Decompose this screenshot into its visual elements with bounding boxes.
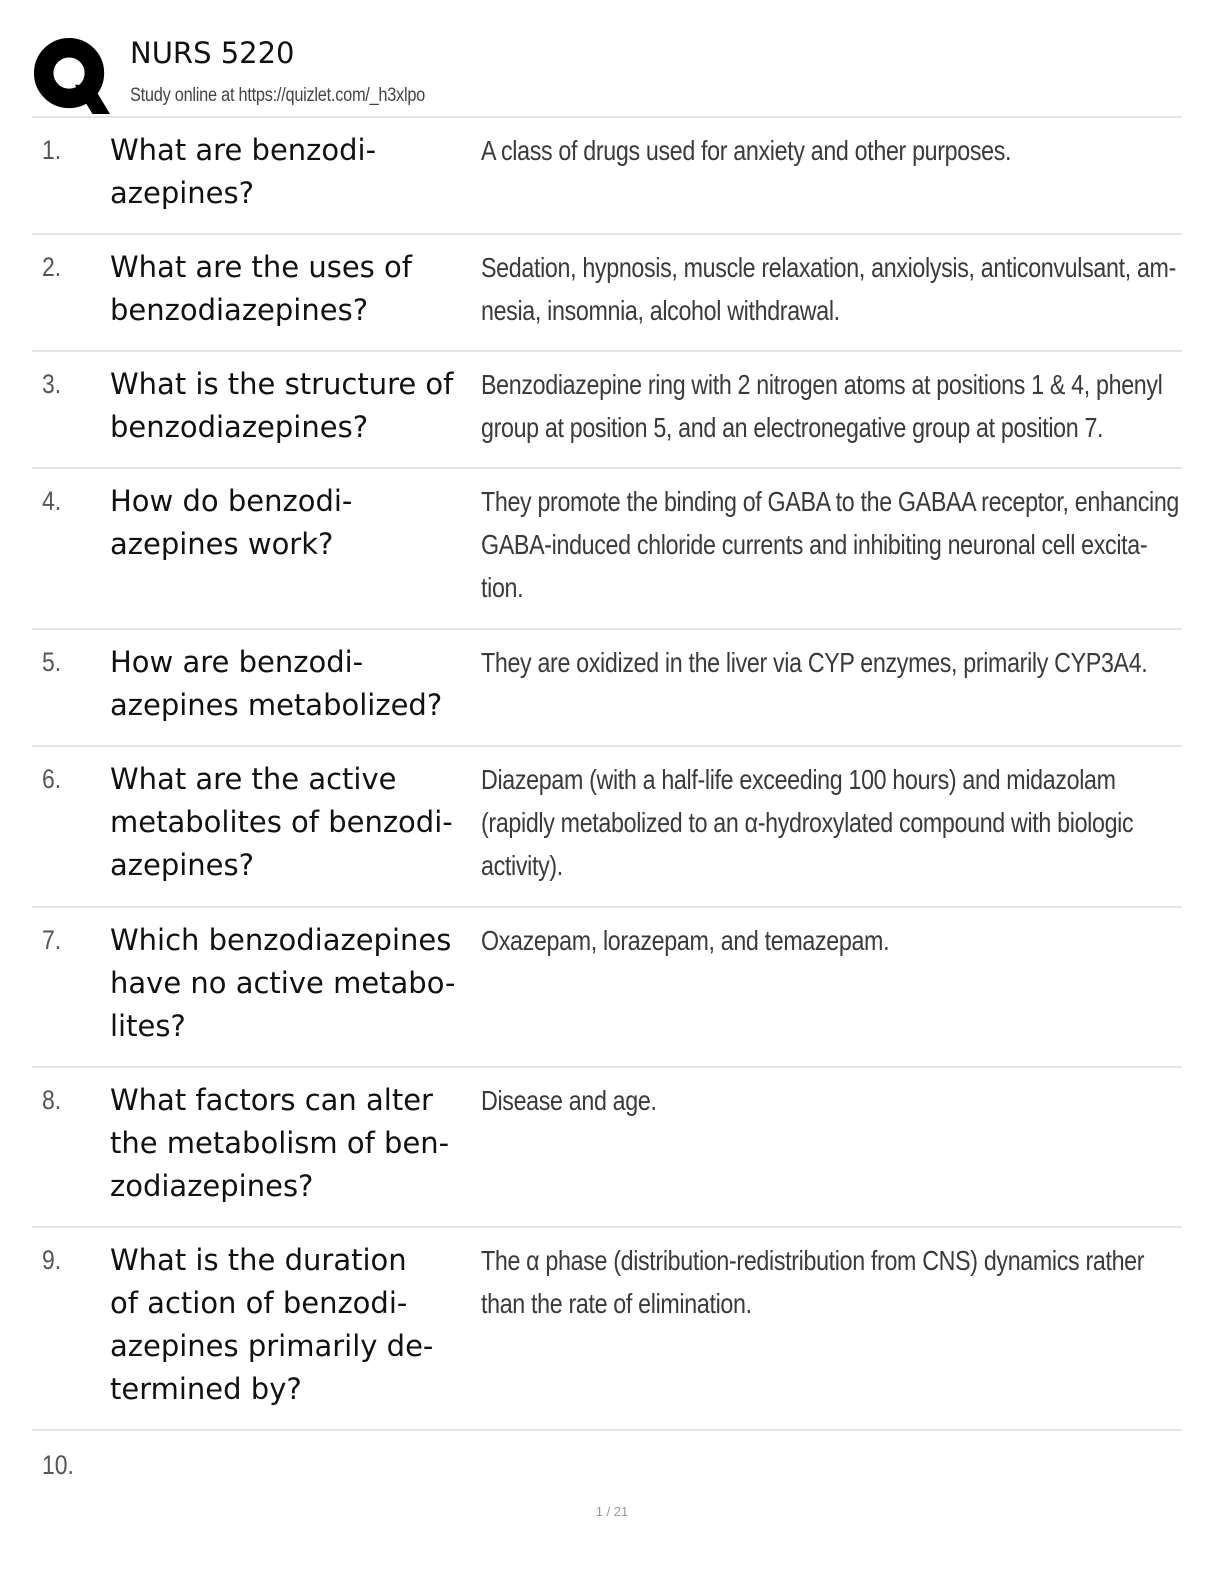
card-definition [481, 919, 1153, 962]
term-line: azepines? [110, 848, 255, 882]
definition-line: tion. [481, 572, 524, 603]
term-line: have no active metabo- [110, 966, 456, 1000]
definition-line: Diazepam (with a half-life exceeding 100 hours) and midazolam [481, 764, 1116, 795]
card-number: 6. [42, 764, 62, 794]
definition-line: GABA-induced chloride currents and inhibiting neuronal cell excita- [481, 529, 1148, 560]
term-line: the metabolism of ben- [110, 1126, 450, 1160]
divider [32, 350, 1182, 352]
card-definition [481, 480, 1180, 609]
term-line: termined by? [110, 1372, 302, 1406]
definition-line: The α phase (distribution-redistribution from CNS) dynamics rather [481, 1245, 1145, 1276]
divider [32, 1066, 1182, 1068]
page-number: 1 / 21 [595, 1504, 629, 1519]
card-definition [481, 129, 1153, 172]
term-line: How are benzodi- [110, 645, 364, 679]
term-line: azepines work? [110, 527, 334, 561]
term-line: What are the active [110, 762, 397, 796]
term-line: How do benzodi- [110, 484, 353, 518]
definition-line: than the rate of elimination. [481, 1288, 752, 1319]
definition-line: Benzodiazepine ring with 2 nitrogen atoms at positions 1 & 4, phenyl [481, 369, 1163, 400]
card-definition [481, 246, 1176, 332]
card-definition [481, 641, 1153, 684]
card-term [110, 1239, 470, 1411]
divider [32, 745, 1182, 747]
term-line: of action of benzodi- [110, 1286, 408, 1320]
definition-line: group at position 5, and an electronegative group at position 7. [481, 412, 1104, 443]
term-line: azepines? [110, 176, 255, 210]
card-definition [481, 1239, 1153, 1325]
card-number: 9. [42, 1245, 62, 1275]
term-line: zodiazepines? [110, 1169, 314, 1203]
term-line: What is the structure of [110, 367, 454, 401]
card-term [110, 363, 470, 449]
card-number: 4. [42, 486, 62, 516]
term-line: What are the uses of [110, 250, 412, 284]
card-term [110, 758, 470, 887]
card-definition [481, 1079, 1153, 1122]
term-line: azepines metabolized? [110, 688, 443, 722]
divider [32, 467, 1182, 469]
term-line: What are benzodi- [110, 133, 377, 167]
term-line: lites? [110, 1009, 186, 1043]
definition-line: activity). [481, 850, 563, 881]
card-term [110, 1079, 470, 1208]
definition-line: A class of drugs used for anxiety and other purposes. [481, 135, 1012, 166]
divider [32, 628, 1182, 630]
definition-line: Oxazepam, lorazepam, and temazepam. [481, 925, 890, 956]
card-number: 2. [42, 252, 62, 282]
term-line: Which benzodiazepines [110, 923, 452, 957]
card-term [110, 480, 470, 566]
card-number: 7. [42, 925, 62, 955]
card-term [110, 641, 470, 727]
definition-line: They promote the binding of GABA to the GABAA receptor, enhancing [481, 486, 1180, 517]
definition-line: They are oxidized in the liver via CYP enzymes, primarily CYP3A4. [481, 647, 1148, 678]
term-line: metabolites of benzodi- [110, 805, 453, 839]
term-line: benzodiazepines? [110, 410, 369, 444]
term-line: What is the duration [110, 1243, 407, 1277]
term-line: What factors can alter [110, 1083, 433, 1117]
divider [32, 1429, 1182, 1431]
divider [32, 906, 1182, 908]
card-number: 5. [42, 647, 62, 677]
definition-line: Disease and age. [481, 1085, 657, 1116]
card-definition [481, 758, 1153, 887]
card-definition [481, 363, 1163, 449]
definition-line: nesia, insomnia, alcohol withdrawal. [481, 295, 840, 326]
term-line: benzodiazepines? [110, 293, 369, 327]
divider [32, 1226, 1182, 1228]
divider [32, 233, 1182, 235]
card-term [110, 246, 470, 332]
course-title: NURS 5220 [130, 36, 295, 70]
quizlet-logo-icon [32, 36, 110, 114]
card-number: 3. [42, 369, 62, 399]
divider [32, 116, 1182, 118]
page-header [32, 28, 1182, 118]
card-term [110, 129, 470, 215]
term-line: azepines primarily de- [110, 1329, 434, 1363]
study-online-link[interactable]: Study online at https://quizlet.com/_h3xlpo [130, 85, 426, 106]
card-number: 8. [42, 1085, 62, 1115]
card-number: 10. [42, 1450, 74, 1480]
definition-line: Sedation, hypnosis, muscle relaxation, anxiolysis, anticonvulsant, am- [481, 252, 1176, 283]
card-term [110, 919, 470, 1048]
card-number: 1. [42, 135, 62, 165]
definition-line: (rapidly metabolized to an α-hydroxylated compound with biologic [481, 807, 1134, 838]
